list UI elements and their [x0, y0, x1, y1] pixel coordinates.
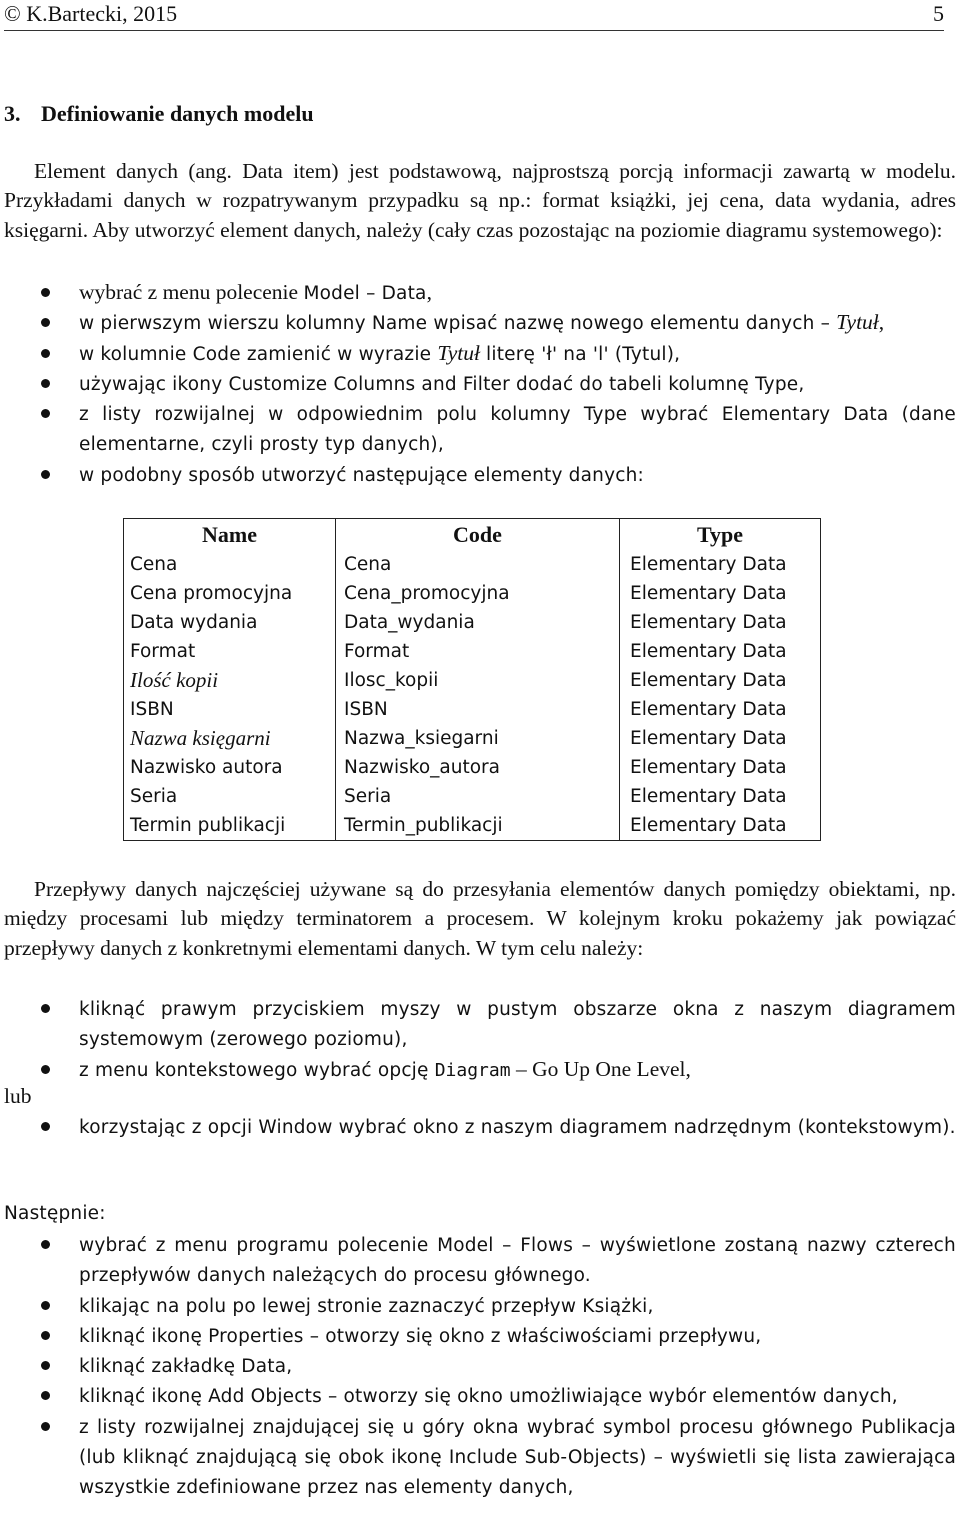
next-label: Następnie:	[4, 1203, 106, 1224]
bullet-icon	[41, 409, 50, 418]
intro-text: Element danych (ang. Data item) jest podstawową, najprostszą porcją informacji zawartą w modelu. Przykładami danych w rozpatrywanym przypadku są np.: format książki, jej cena, data wydania, adres księgarni. Aby utworzyć element danych, należy (cały czas pozostając na poziomie diagramu systemowego):	[4, 159, 956, 242]
table-row	[124, 753, 821, 782]
bullet-icon	[41, 1301, 50, 1310]
cell-type: Elementary Data	[630, 815, 787, 837]
flows-paragraph	[4, 875, 956, 963]
section-number: 3.	[4, 101, 21, 126]
list-item: klikając na polu po lewej stronie zaznaczyć przepływ Książki,	[4, 1291, 956, 1321]
bullet-icon	[41, 1122, 50, 1131]
cell-code: Ilosc_kopii	[336, 666, 620, 695]
bullet-icon	[41, 318, 50, 327]
bullet-icon	[41, 470, 50, 479]
section-heading	[4, 101, 314, 127]
steps-list-1	[4, 278, 956, 490]
cell-name: Cena promocyjna	[124, 579, 336, 608]
list-item: w pierwszym wierszu kolumny Name wpisać nazwę nowego elementu danych – Tytuł,	[4, 308, 956, 338]
copyright-text: © K.Bartecki, 2015	[4, 1, 178, 26]
cell-code: Nazwisko_autora	[336, 753, 620, 782]
bullet-icon	[41, 349, 50, 358]
list-item: używając ikony Customize Columns and Filter dodać do tabeli kolumnę Type,	[4, 369, 956, 399]
cell-code: Termin_publikacji	[336, 811, 620, 841]
cell-code: Cena	[336, 550, 620, 579]
intro-paragraph	[4, 157, 956, 245]
cell-name: Ilość kopii	[124, 666, 336, 695]
steps-list-4	[4, 1230, 956, 1503]
cell-name: Cena	[124, 550, 336, 579]
cell-type: Elementary Data	[630, 641, 787, 663]
list-item: korzystając z opcji Window wybrać okno z naszym diagramem nadrzędnym (kontekstowym).	[4, 1112, 956, 1142]
table-row	[124, 666, 821, 695]
bullet-icon	[41, 1331, 50, 1340]
cell-code: Cena_promocyjna	[336, 579, 620, 608]
bullet-icon	[41, 379, 50, 388]
bullet-icon	[41, 1391, 50, 1400]
table-body	[124, 550, 821, 841]
table-row	[124, 724, 821, 753]
bullet-icon	[41, 1004, 50, 1013]
cell-code: Seria	[336, 782, 620, 811]
column-header-code: Code	[336, 519, 620, 551]
alternative-label: lub	[4, 1084, 32, 1108]
list-item: kliknąć ikonę Properties – otworzy się okno z właściwościami przepływu,	[4, 1321, 956, 1351]
table-row	[124, 637, 821, 666]
list-item: kliknąć zakładkę Data,	[4, 1351, 956, 1381]
list-item: z listy rozwijalnej znajdującej się u góry okna wybrać symbol procesu głównego Publikacja (lub kliknąć znajdującą się obok ikonę Include Sub-Objects) – wyświetli się lista zawierająca wszystkie zdefiniowane przez nas elementy danych,	[4, 1412, 956, 1503]
column-header-type: Type	[696, 521, 744, 547]
cell-type: Elementary Data	[630, 786, 787, 808]
cell-name: Nazwisko autora	[124, 753, 336, 782]
table-header-row	[124, 519, 821, 551]
table-row	[124, 695, 821, 724]
bullet-icon	[41, 1422, 50, 1431]
section-title: Definiowanie danych modelu	[41, 101, 314, 126]
bullet-icon	[41, 1361, 50, 1370]
cell-name: Format	[124, 637, 336, 666]
steps-list-2	[4, 994, 956, 1085]
column-header-name: Name	[124, 519, 336, 551]
cell-name: Termin publikacji	[124, 811, 336, 841]
table-row	[124, 811, 821, 841]
bullet-icon	[41, 1240, 50, 1249]
list-item: z listy rozwijalnej w odpowiednim polu kolumny Type wybrać Elementary Data (dane elementarne, czyli prosty typ danych),	[4, 399, 956, 460]
list-item: w kolumnie Code zamienić w wyrazie Tytuł literę 'ł' na 'l' (Tytul),	[4, 339, 956, 369]
cell-type: Elementary Data	[630, 612, 787, 634]
cell-type: Elementary Data	[630, 728, 787, 750]
table-row	[124, 579, 821, 608]
list-item: kliknąć ikonę Add Objects – otworzy się okno umożliwiające wybór elementów danych,	[4, 1381, 956, 1411]
cell-name: Data wydania	[124, 608, 336, 637]
list-item: w podobny sposób utworzyć następujące elementy danych:	[4, 460, 956, 490]
table-row	[124, 782, 821, 811]
cell-name: Nazwa księgarni	[124, 724, 336, 753]
list-item: wybrać z menu programu polecenie Model – Flows – wyświetlone zostaną nazwy czterech przepływów danych należących do procesu głównego.	[4, 1230, 956, 1291]
list-item: z menu kontekstowego wybrać opcję Diagram – Go Up One Level,	[4, 1055, 956, 1085]
cell-name: ISBN	[124, 695, 336, 724]
cell-code: Format	[336, 637, 620, 666]
cell-type: Elementary Data	[630, 670, 787, 692]
cell-type: Elementary Data	[630, 757, 787, 779]
cell-code: Nazwa_ksiegarni	[336, 724, 620, 753]
cell-type: Elementary Data	[630, 699, 787, 721]
cell-name: Seria	[124, 782, 336, 811]
cell-code: Data_wydania	[336, 608, 620, 637]
list-item: wybrać z menu polecenie Model – Data,	[4, 278, 956, 308]
bullet-icon	[41, 1065, 50, 1074]
data-elements-table	[123, 518, 821, 841]
bullet-icon	[41, 288, 50, 297]
flows-text: Przepływy danych najczęściej używane są do przesyłania elementów danych pomiędzy obiektami, np. między procesami lub między terminatorem a procesem. W kolejnym kroku pokażemy jak powiązać przepływy danych z konkretnymi elementami danych. W tym celu należy:	[4, 877, 956, 960]
steps-list-3	[4, 1112, 956, 1142]
list-item: kliknąć prawym przyciskiem myszy w pustym obszarze okna z naszym diagramem systemowym (zerowego poziomu),	[4, 994, 956, 1055]
page-header	[4, 0, 944, 31]
cell-code: ISBN	[336, 695, 620, 724]
cell-type: Elementary Data	[630, 554, 787, 576]
table-row	[124, 550, 821, 579]
page-number: 5	[933, 1, 944, 26]
table-row	[124, 608, 821, 637]
cell-type: Elementary Data	[630, 583, 787, 605]
